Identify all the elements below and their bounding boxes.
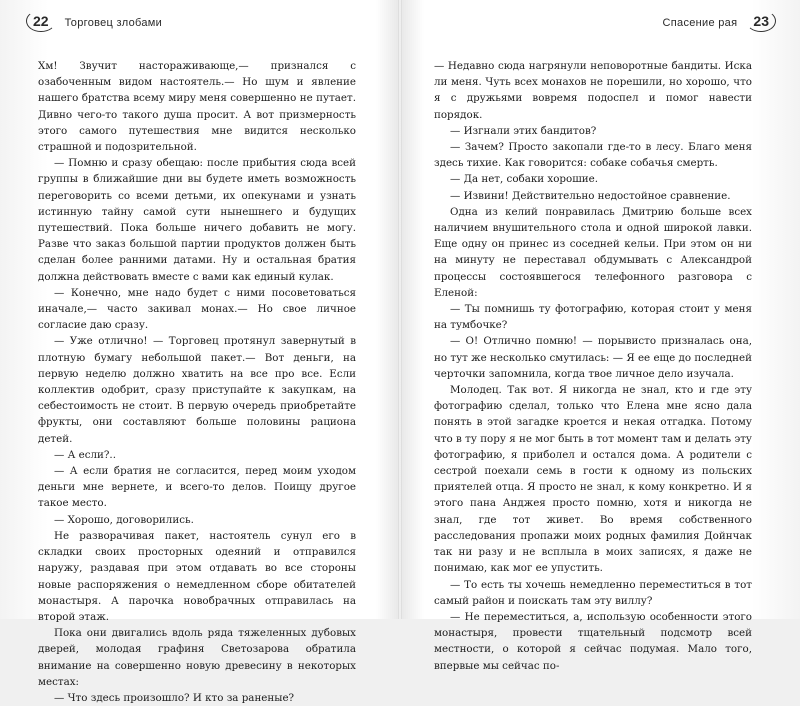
paragraph: — Уже отлично! — Торговец протянул завернутый в плотную бумагу небольшой пакет.— Вот деньги, на первую неделю должно хватить на все про все. Если коллектив одобрит, сразу приступайте к закупкам, на себестоимость не стоит. В первую очередь приобретайте фрукты, они составляют больше половины рациона детей. bbox=[38, 335, 356, 445]
paragraph: — Конечно, мне надо будет с ними посоветоваться иначале,— часто закивал монах.— Но свое личное согласие даю сразу. bbox=[38, 286, 356, 332]
left-page-header bbox=[20, 10, 162, 32]
paragraph: — Ты помнишь ту фотографию, которая стоит у меня на тумбочке? bbox=[434, 303, 752, 332]
left-page-number: 22 bbox=[26, 10, 56, 32]
paragraph: — Помню и сразу обещаю: после прибытия сюда всей группы в ближайшие дни вы будете иметь возможность переговорить со всеми детьми, их опекунами и узнать истинную тайну самой сути нынешнего и будущих путешествий. Пока больше ничего добавить не могу. Разве что заказ большой партии продуктов должен быть сделан более ранними датами. Ну и остальная братия должна действовать вместе с вами как единый кулак. bbox=[38, 157, 356, 283]
paragraph: Не разворачивая пакет, настоятель сунул его в складки своих просторных одеяний и отправился наружу, раздавая при этом отдавать во все стороны новые распоряжения о немедленном сборе обитателей монастыря. А парочка новобрачных отправилась на второй этаж. bbox=[38, 529, 356, 623]
paragraph: Молодец. Так вот. Я никогда не знал, кто и где эту фотографию сделал, только что Елена мне ясно дала понять в этой загадке кроется и некая отгадка. Потому что в ту пору я не мог быть в тот момент там и делать эту фотографию, я приболел и остался дома. А родители с сестрой поехали семь в гости к одному из польских приятелей отца. Я просто не знал, к кому конкретно. И я этого пана Анджея просто помню, хотя и никогда не знал, где тот живет. Во время собственного расследования пропажи моих родных фамилия Дойнчак так ни разу и не всплыла в моих записях, я даже не понимаю, как мог ее упустить. bbox=[434, 384, 752, 575]
right-running-head: Спасение рая bbox=[662, 17, 738, 29]
paragraph: — Да нет, собаки хорошие. bbox=[450, 173, 599, 186]
paragraph: — То есть ты хочешь немедленно переместиться в тот самый район и поискать там эту виллу? bbox=[434, 578, 752, 607]
paragraph: — О! Отлично помню! — порывисто призналась она, но тут же несколько смутилась: — Я ее еще до последней черточки запомнила, когда твое личное дело изучала. bbox=[434, 335, 752, 380]
paragraph: — Хорошо, договорились. bbox=[54, 513, 194, 526]
paragraph: — А если?.. bbox=[54, 448, 116, 461]
paragraph: — Что здесь произошло? И кто за раненые? bbox=[54, 691, 295, 704]
paragraph: — Зачем? Просто закопали где-то в лесу. Благо меня здесь тихие. Как говорится: собаке собачья смерть. bbox=[434, 141, 752, 170]
paragraph: — Извини! Действительно недостойное сравнение. bbox=[450, 189, 731, 202]
paragraph: Пока они двигались вдоль ряда тяжеленных дубовых дверей, молодая графиня Светозарова обратила внимание на совершенно новую древесину в некоторых местах: bbox=[38, 627, 356, 688]
paragraph: Одна из келий понравилась Дмитрию больше всех наличием внушительного стола и одной широкой лавки. Еще одну он принес из соседней кельи. При этом он ни на минуту не переставал обдумывать с Александрой процессы состоявшегося телефонного разговора с Еленой: bbox=[434, 205, 752, 299]
right-page-number: 23 bbox=[746, 10, 776, 32]
right-page-header bbox=[663, 10, 782, 32]
left-page-body bbox=[38, 58, 356, 706]
right-page-body bbox=[434, 58, 752, 674]
paragraph: — Недавно сюда нагрянули неповоротные бандиты. Иска ли меня. Чуть всех монахов не порешили, но хорошо, что я с дружьями вовремя подоспел и помог навести порядок. bbox=[434, 60, 752, 121]
left-page bbox=[0, 0, 400, 704]
right-page bbox=[400, 0, 800, 672]
paragraph: Хм! Звучит настораживающе,— признался с озабоченным видом настоятель.— Но шум и явление нашего братства всему миру меня совершенно не путает. Дивно чего-то такого душа просит. А вот призмерность этого самого путешествия мне видится несколько страшной и подозрительной. bbox=[38, 60, 356, 154]
left-running-head: Торговец злобами bbox=[64, 17, 163, 29]
paragraph: — Не переместиться, а, использую особенности этого монастыря, провести тщательный подсмотр всей местности, о которой я сейчас подумая. Мало того, впервые мы сейчас по- bbox=[434, 610, 752, 672]
paragraph: — Изгнали этих бандитов? bbox=[450, 124, 597, 137]
paragraph: — А если братия не согласится, перед моим уходом деньги мне вернете, и всего-то делов. Поищу другое такое место. bbox=[38, 465, 356, 510]
